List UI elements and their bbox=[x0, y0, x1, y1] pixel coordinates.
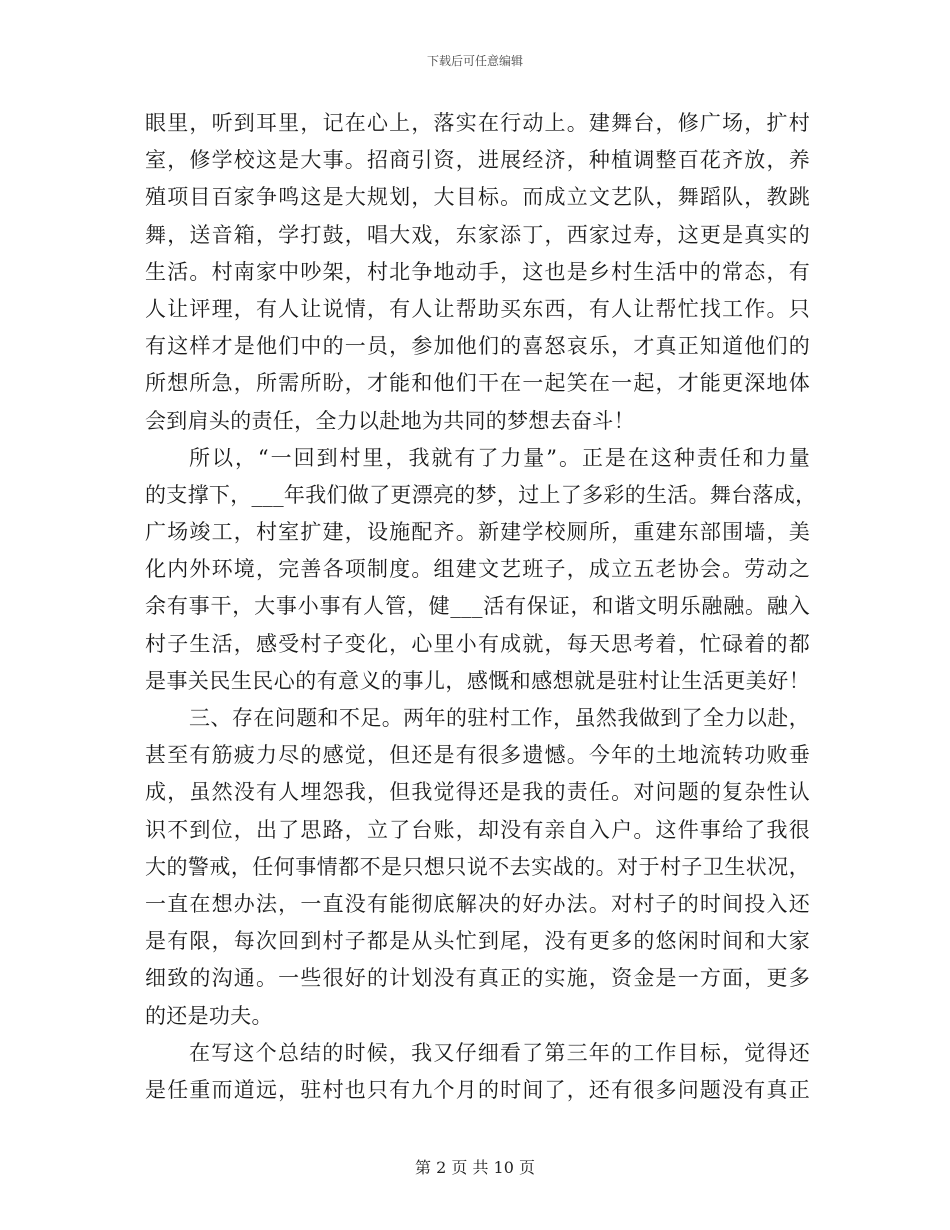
text-line: 会到肩头的责任，全力以赴地为共同的梦想去奋斗！ bbox=[145, 408, 635, 433]
text-line: 所想所急，所需所盼，才能和他们干在一起笑在一起，才能更深地体 bbox=[145, 371, 810, 396]
text-line: 村子生活，感受村子变化，心里小有成就，每天思考着，忙碌着的都 bbox=[145, 631, 810, 656]
text-line: 识不到位，出了思路，立了台账，却没有亲自入户。这件事给了我很 bbox=[145, 817, 810, 842]
text-line: 眼里，听到耳里，记在心上，落实在行动上。建舞台，修广场，扩村 bbox=[145, 111, 810, 135]
page-header: 下载后可任意编辑 bbox=[426, 54, 523, 68]
text-line: 广场竣工，村室扩建，设施配齐。新建学校厕所，重建东部围墙，美 bbox=[145, 520, 810, 545]
text-line: 的支撑下，___年我们做了更漂亮的梦，过上了多彩的生活。舞台落成， bbox=[145, 482, 817, 507]
text-line: 甚至有筋疲力尽的感觉，但还是有很多遗憾。今年的土地流转功败垂 bbox=[145, 743, 810, 768]
text-line: 三、存在问题和不足。两年的驻村工作，虽然我做到了全力以赴， bbox=[189, 706, 810, 730]
text-line: 余有事干，大事小事有人管，健___活有保证，和谐文明乐融融。融入 bbox=[145, 594, 810, 619]
text-line: 人让评理，有人让说情，有人让帮助买东西，有人让帮忙找工作。只 bbox=[145, 296, 810, 321]
text-line: 是事关民生民心的有意义的事儿，感慨和感想就是驻村让生活更美好！ bbox=[145, 668, 810, 693]
page-footer: 第 2 页 共 10 页 bbox=[415, 1158, 535, 1177]
text-line: 是有限，每次回到村子都是从头忙到尾，没有更多的悠闲时间和大家 bbox=[145, 929, 810, 954]
document-body bbox=[145, 105, 817, 1109]
text-line: 大的警戒，任何事情都不是只想只说不去实战的。对于村子卫生状况， bbox=[145, 854, 810, 879]
text-line: 成，虽然没有人埋怨我，但我觉得还是我的责任。对问题的复杂性认 bbox=[145, 780, 810, 805]
text-line: 生活。村南家中吵架，村北争地动手，这也是乡村生活中的常态，有 bbox=[145, 259, 810, 284]
text-line: 在写这个总结的时候，我又仔细看了第三年的工作目标，觉得还 bbox=[189, 1040, 810, 1065]
text-line: 细致的沟通。一些很好的计划没有真正的实施，资金是一方面，更多 bbox=[145, 966, 810, 991]
text-line: 舞，送音箱，学打鼓，唱大戏，东家添丁，西家过寿，这更是真实的 bbox=[145, 222, 810, 247]
text-line: 的还是功夫。 bbox=[145, 1003, 273, 1028]
text-line: 有这样才是他们中的一员，参加他们的喜怒哀乐，才真正知道他们的 bbox=[145, 334, 810, 359]
text-line: 化内外环境，完善各项制度。组建文艺班子，成立五老协会。劳动之 bbox=[145, 557, 810, 582]
text-line: 殖项目百家争鸣这是大规划，大目标。而成立文艺队，舞蹈队，教跳 bbox=[145, 185, 810, 210]
text-line: 所以，“一回到村里，我就有了力量”。正是在这种责任和力量 bbox=[189, 445, 810, 470]
text-line: 一直在想办法，一直没有能彻底解决的好办法。对村子的时间投入还 bbox=[145, 891, 810, 916]
text-line: 室，修学校这是大事。招商引资，进展经济，种植调整百花齐放，养 bbox=[145, 148, 810, 173]
text-line: 是任重而道远，驻村也只有九个月的时间了，还有很多问题没有真正 bbox=[145, 1077, 810, 1102]
